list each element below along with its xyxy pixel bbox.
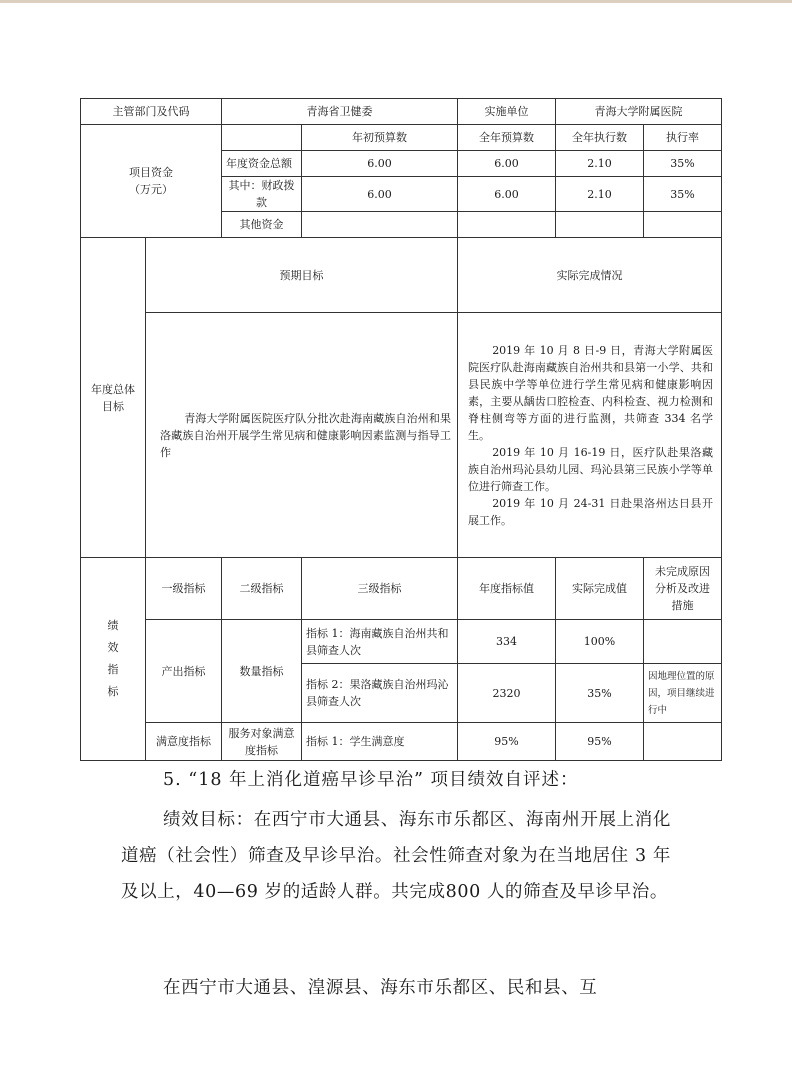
indicator-3-actual: 95% bbox=[556, 723, 644, 761]
dept-label: 主管部门及代码 bbox=[81, 99, 222, 125]
funds-exec bbox=[556, 212, 644, 238]
funds-label-line2: （万元） bbox=[129, 183, 173, 196]
quantity-indicator: 数量指标 bbox=[222, 620, 302, 723]
body-paragraph-2 bbox=[121, 970, 671, 1006]
section-heading: 5. “18 年上消化道癌早诊早治” 项目绩效自评述： bbox=[163, 770, 579, 790]
goal-label bbox=[81, 238, 146, 558]
perf-label bbox=[81, 558, 146, 761]
funds-full bbox=[458, 212, 556, 238]
indicator-3-target: 95% bbox=[458, 723, 556, 761]
indicator-1-target: 334 bbox=[458, 620, 556, 664]
indicator-1-text: 指标 1：海南藏族自治州共和县筛查人次 bbox=[302, 620, 458, 664]
funds-row-label: 其他资金 bbox=[222, 212, 302, 238]
expected-goal-paragraph: 青海大学附属医院医疗队分批次赴海南藏族自治州和果洛藏族自治州开展学生常见病和健康影响因素监测与指导工作 bbox=[160, 411, 451, 459]
col-exec: 全年执行数 bbox=[556, 125, 644, 151]
funds-header-blank bbox=[222, 125, 302, 151]
col-initial-budget: 年初预算数 bbox=[302, 125, 458, 151]
funds-rate: 35% bbox=[644, 177, 722, 212]
paragraph-text: 绩效目标：在西宁市大通县、海东市乐都区、海南州开展上消化道癌（社会性）筛查及早诊早治。社会性筛查对象为在当地居住 3 年及以上，40—69 岁的适龄人群。共完成800 人的筛查及早诊早治。 bbox=[121, 810, 671, 902]
impl-label: 实施单位 bbox=[458, 99, 556, 125]
col-actual: 实际完成值 bbox=[556, 558, 644, 620]
perf-label-char: 标 bbox=[107, 685, 119, 698]
performance-table bbox=[80, 98, 722, 761]
col-level3: 三级指标 bbox=[302, 558, 458, 620]
funds-rate: 35% bbox=[644, 151, 722, 177]
funds-label-line1: 项目资金 bbox=[129, 166, 173, 179]
goal-label-line2: 目标 bbox=[102, 399, 124, 413]
body-paragraph-1 bbox=[121, 802, 671, 910]
actual-result-header: 实际完成情况 bbox=[458, 238, 722, 313]
col-reason: 未完成原因分析及改进措施 bbox=[644, 558, 722, 620]
page-top-line bbox=[0, 0, 792, 3]
indicator-2-target: 2320 bbox=[458, 664, 556, 723]
indicator-2-reason: 因地理位置的原因，项目继续进行中 bbox=[644, 664, 722, 723]
col-level1: 一级指标 bbox=[146, 558, 222, 620]
actual-result-text bbox=[458, 313, 722, 558]
funds-label bbox=[81, 125, 222, 238]
funds-row-label: 其中：财政拨款 bbox=[222, 177, 302, 212]
perf-label-char: 绩 bbox=[107, 619, 119, 632]
funds-row-label: 年度资金总额 bbox=[222, 151, 302, 177]
indicator-2-actual: 35% bbox=[556, 664, 644, 723]
funds-initial: 6.00 bbox=[302, 177, 458, 212]
col-full-budget: 全年预算数 bbox=[458, 125, 556, 151]
col-target: 年度指标值 bbox=[458, 558, 556, 620]
funds-full: 6.00 bbox=[458, 151, 556, 177]
funds-full: 6.00 bbox=[458, 177, 556, 212]
actual-paragraph: 2019 年 10 月 24-31 日赴果洛州达日县开展工作。 bbox=[468, 496, 713, 527]
satisfaction-indicator: 满意度指标 bbox=[146, 723, 222, 761]
dept-value: 青海省卫健委 bbox=[222, 99, 458, 125]
funds-initial bbox=[302, 212, 458, 238]
col-level2: 二级指标 bbox=[222, 558, 302, 620]
indicator-3-reason bbox=[644, 723, 722, 761]
expected-goal-text bbox=[146, 313, 458, 558]
funds-exec: 2.10 bbox=[556, 177, 644, 212]
expected-goal-header: 预期目标 bbox=[146, 238, 458, 313]
funds-rate bbox=[644, 212, 722, 238]
indicator-1-reason bbox=[644, 620, 722, 664]
funds-initial: 6.00 bbox=[302, 151, 458, 177]
actual-paragraph: 2019 年 10 月 16-19 日，医疗队赴果洛藏族自治州玛沁县幼儿园、玛沁县第三民族小学等单位进行筛查工作。 bbox=[468, 445, 713, 493]
impl-value: 青海大学附属医院 bbox=[556, 99, 722, 125]
paragraph-text: 在西宁市大通县、湟源县、海东市乐都区、民和县、互 bbox=[163, 978, 598, 998]
indicator-1-actual: 100% bbox=[556, 620, 644, 664]
perf-label-char: 指 bbox=[107, 663, 119, 676]
actual-paragraph: 2019 年 10 月 8 日-9 日，青海大学附属医院医疗队赴海南藏族自治州共和县第一小学、共和县民族中学等单位进行学生常见病和健康影响因素，主要从龋齿口腔检查、内科检查、视力检测和脊柱侧弯等方面的进行监测，共筛查 334 名学生。 bbox=[468, 343, 713, 442]
perf-label-char: 效 bbox=[107, 641, 119, 654]
service-satisfaction-indicator: 服务对象满意度指标 bbox=[222, 723, 302, 761]
goal-label-line1: 年度总体 bbox=[91, 382, 135, 396]
indicator-2-text: 指标 2：果洛藏族自治州玛沁县筛查人次 bbox=[302, 664, 458, 723]
indicator-3-text: 指标 1：学生满意度 bbox=[302, 723, 458, 761]
col-rate: 执行率 bbox=[644, 125, 722, 151]
output-indicator: 产出指标 bbox=[146, 620, 222, 723]
funds-exec: 2.10 bbox=[556, 151, 644, 177]
